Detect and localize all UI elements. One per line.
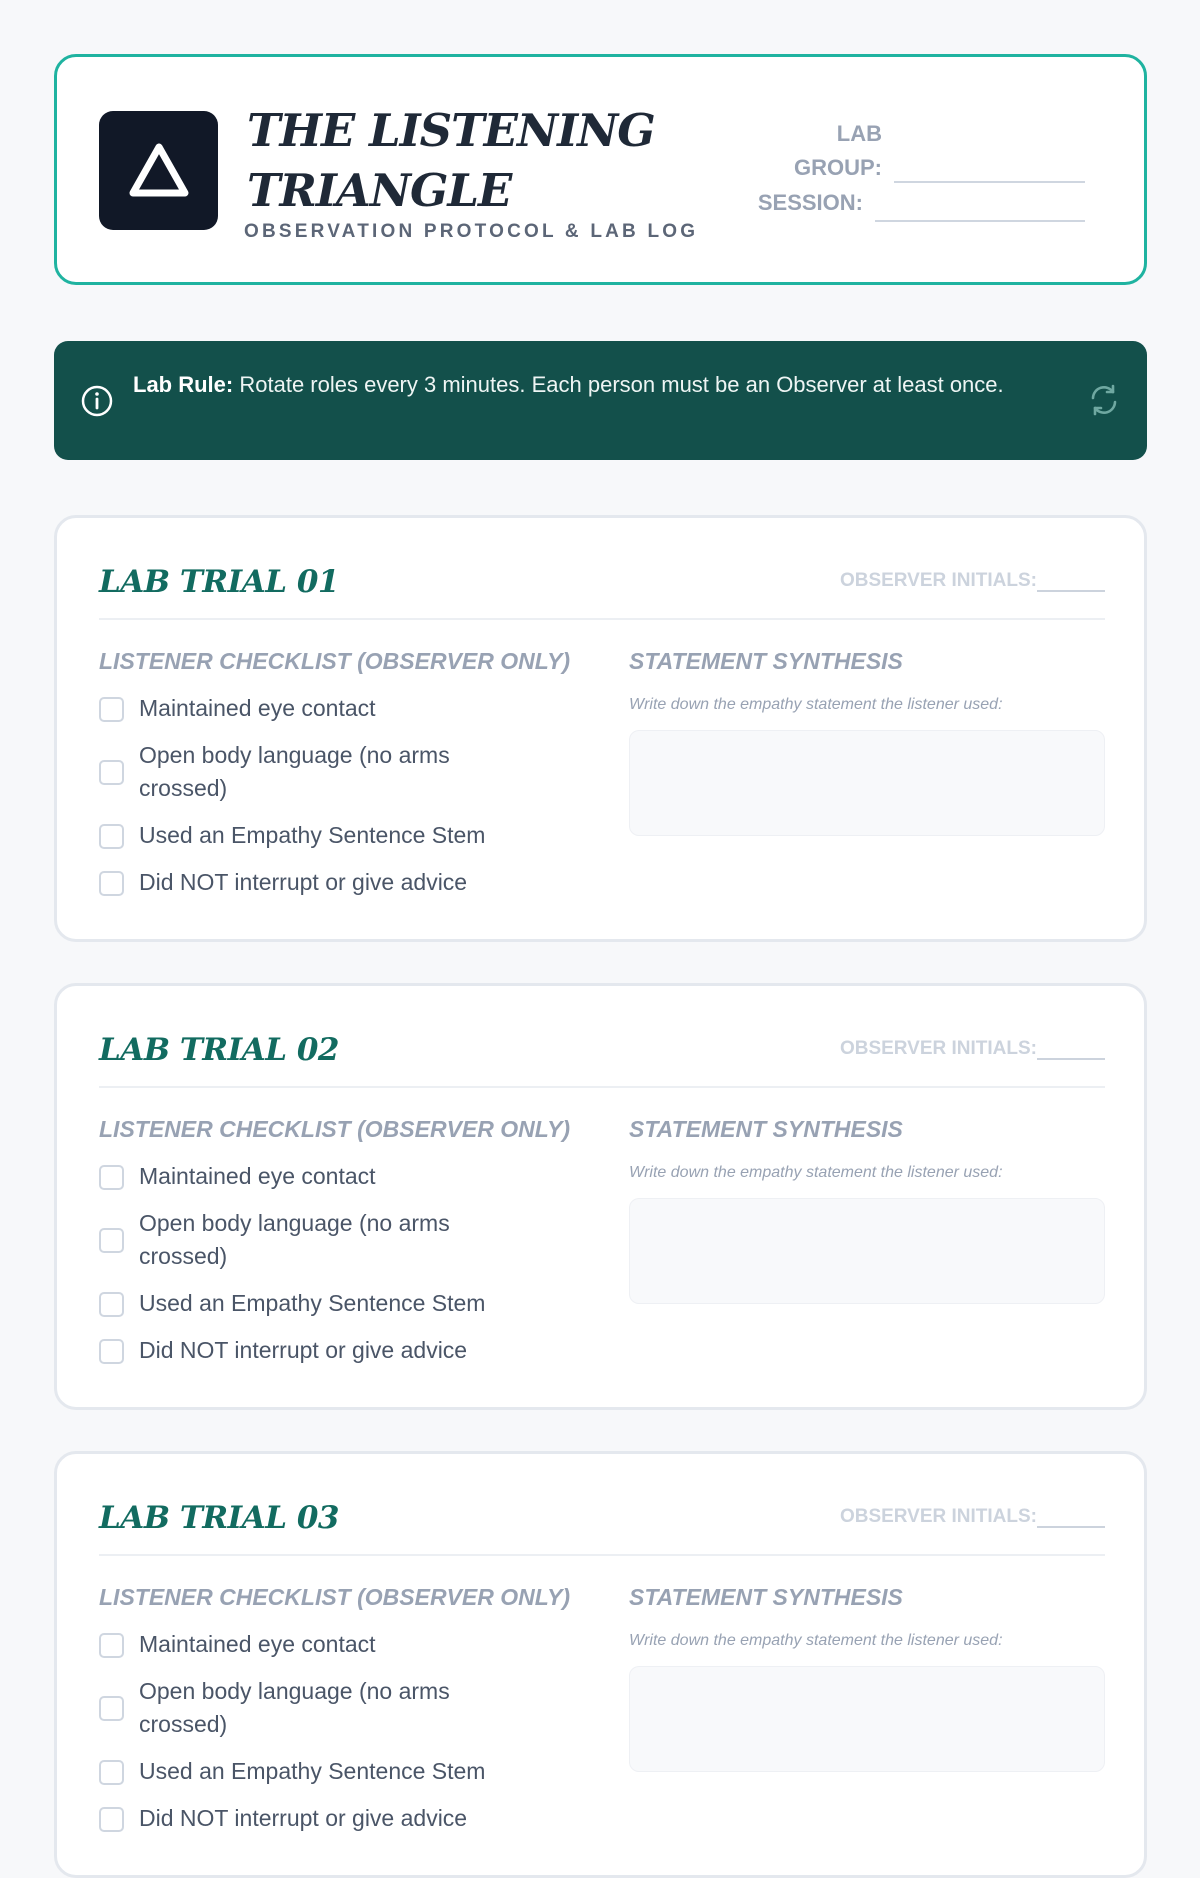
checkbox[interactable] [99, 824, 124, 849]
checkbox[interactable] [99, 1228, 124, 1253]
app-subtitle: OBSERVATION PROTOCOL & LAB LOG [244, 221, 699, 242]
observer-initials-label: OBSERVER INITIALS: [839, 1038, 1037, 1059]
checklist-item[interactable] [99, 1675, 519, 1741]
synthesis-textarea[interactable] [629, 730, 1105, 836]
app-title: THE LISTENING TRIANGLE [247, 104, 655, 217]
listener-checklist [99, 1160, 519, 1381]
checklist-item-label: Used an Empathy Sentence Stem [139, 1758, 486, 1784]
lab-rule-body: Rotate roles every 3 minutes. Each person must be an Observer at least once. [239, 372, 1004, 397]
checklist-item[interactable] [99, 1628, 519, 1661]
checklist-item-label: Open body language (no arms crossed) [139, 1210, 450, 1269]
checklist-item-label: Maintained eye contact [139, 695, 376, 721]
observer-initials-field[interactable] [1037, 1058, 1105, 1060]
trial-card-03 [54, 1451, 1147, 1878]
lab-group-label: LAB GROUP: [794, 121, 882, 180]
trial-title: LAB TRIAL 02 [99, 1032, 339, 1068]
synthesis-heading: STATEMENT SYNTHESIS [629, 648, 903, 674]
checkbox[interactable] [99, 1165, 124, 1190]
checklist-item-label: Used an Empathy Sentence Stem [139, 822, 486, 848]
checklist-heading: LISTENER CHECKLIST (OBSERVER ONLY) [99, 648, 571, 674]
synthesis-heading: STATEMENT SYNTHESIS [629, 1116, 903, 1142]
checklist-item-label: Used an Empathy Sentence Stem [139, 1290, 486, 1316]
checklist-item[interactable] [99, 866, 519, 899]
checkbox[interactable] [99, 1633, 124, 1658]
checklist-item-label: Did NOT interrupt or give advice [139, 869, 468, 895]
checklist-heading: LISTENER CHECKLIST (OBSERVER ONLY) [99, 1584, 571, 1610]
listener-checklist [99, 692, 519, 913]
synthesis-hint: Write down the empathy statement the listener used: [629, 696, 1003, 713]
trial-card-01 [54, 515, 1147, 942]
checklist-item[interactable] [99, 1207, 519, 1273]
checklist-item[interactable] [99, 692, 519, 725]
lab-rule-banner [54, 341, 1147, 460]
synthesis-hint: Write down the empathy statement the listener used: [629, 1164, 1003, 1181]
checklist-item[interactable] [99, 1287, 519, 1320]
lab-rule-text [133, 368, 1053, 401]
trial-title: LAB TRIAL 01 [99, 564, 339, 600]
checkbox[interactable] [99, 1339, 124, 1364]
observer-initials-label: OBSERVER INITIALS: [839, 570, 1037, 591]
checkbox[interactable] [99, 1292, 124, 1317]
checklist-item-label: Did NOT interrupt or give advice [139, 1337, 468, 1363]
observer-initials-field[interactable] [1037, 590, 1105, 592]
checklist-item[interactable] [99, 1160, 519, 1193]
checklist-item[interactable] [99, 1755, 519, 1788]
checkbox[interactable] [99, 760, 124, 785]
lab-group-field[interactable] [894, 181, 1085, 183]
divider [99, 618, 1105, 620]
header-card [54, 54, 1147, 285]
checklist-item[interactable] [99, 1802, 519, 1835]
synthesis-textarea[interactable] [629, 1198, 1105, 1304]
synthesis-heading: STATEMENT SYNTHESIS [629, 1584, 903, 1610]
checklist-item-label: Open body language (no arms crossed) [139, 742, 450, 801]
divider [99, 1086, 1105, 1088]
session-label: SESSION: [757, 190, 863, 215]
checklist-item[interactable] [99, 739, 519, 805]
refresh-icon[interactable] [1087, 383, 1121, 417]
trial-title: LAB TRIAL 03 [99, 1500, 339, 1536]
checklist-item[interactable] [99, 819, 519, 852]
checkbox[interactable] [99, 1760, 124, 1785]
synthesis-textarea[interactable] [629, 1666, 1105, 1772]
checkbox[interactable] [99, 697, 124, 722]
synthesis-hint: Write down the empathy statement the listener used: [629, 1632, 1003, 1649]
triangle-icon [127, 141, 191, 201]
logo [99, 111, 218, 230]
trial-card-02 [54, 983, 1147, 1410]
checkbox[interactable] [99, 1807, 124, 1832]
info-icon [80, 384, 114, 418]
checklist-heading: LISTENER CHECKLIST (OBSERVER ONLY) [99, 1116, 571, 1142]
listener-checklist [99, 1628, 519, 1849]
checklist-item[interactable] [99, 1334, 519, 1367]
checklist-item-label: Open body language (no arms crossed) [139, 1678, 450, 1737]
checkbox[interactable] [99, 1696, 124, 1721]
checklist-item-label: Did NOT interrupt or give advice [139, 1805, 468, 1831]
observer-initials-field[interactable] [1037, 1526, 1105, 1528]
session-field[interactable] [875, 220, 1085, 222]
divider [99, 1554, 1105, 1556]
checklist-item-label: Maintained eye contact [139, 1631, 376, 1657]
checklist-item-label: Maintained eye contact [139, 1163, 376, 1189]
observer-initials-label: OBSERVER INITIALS: [839, 1506, 1037, 1527]
lab-rule-prefix: Lab Rule: [133, 372, 234, 397]
checkbox[interactable] [99, 871, 124, 896]
